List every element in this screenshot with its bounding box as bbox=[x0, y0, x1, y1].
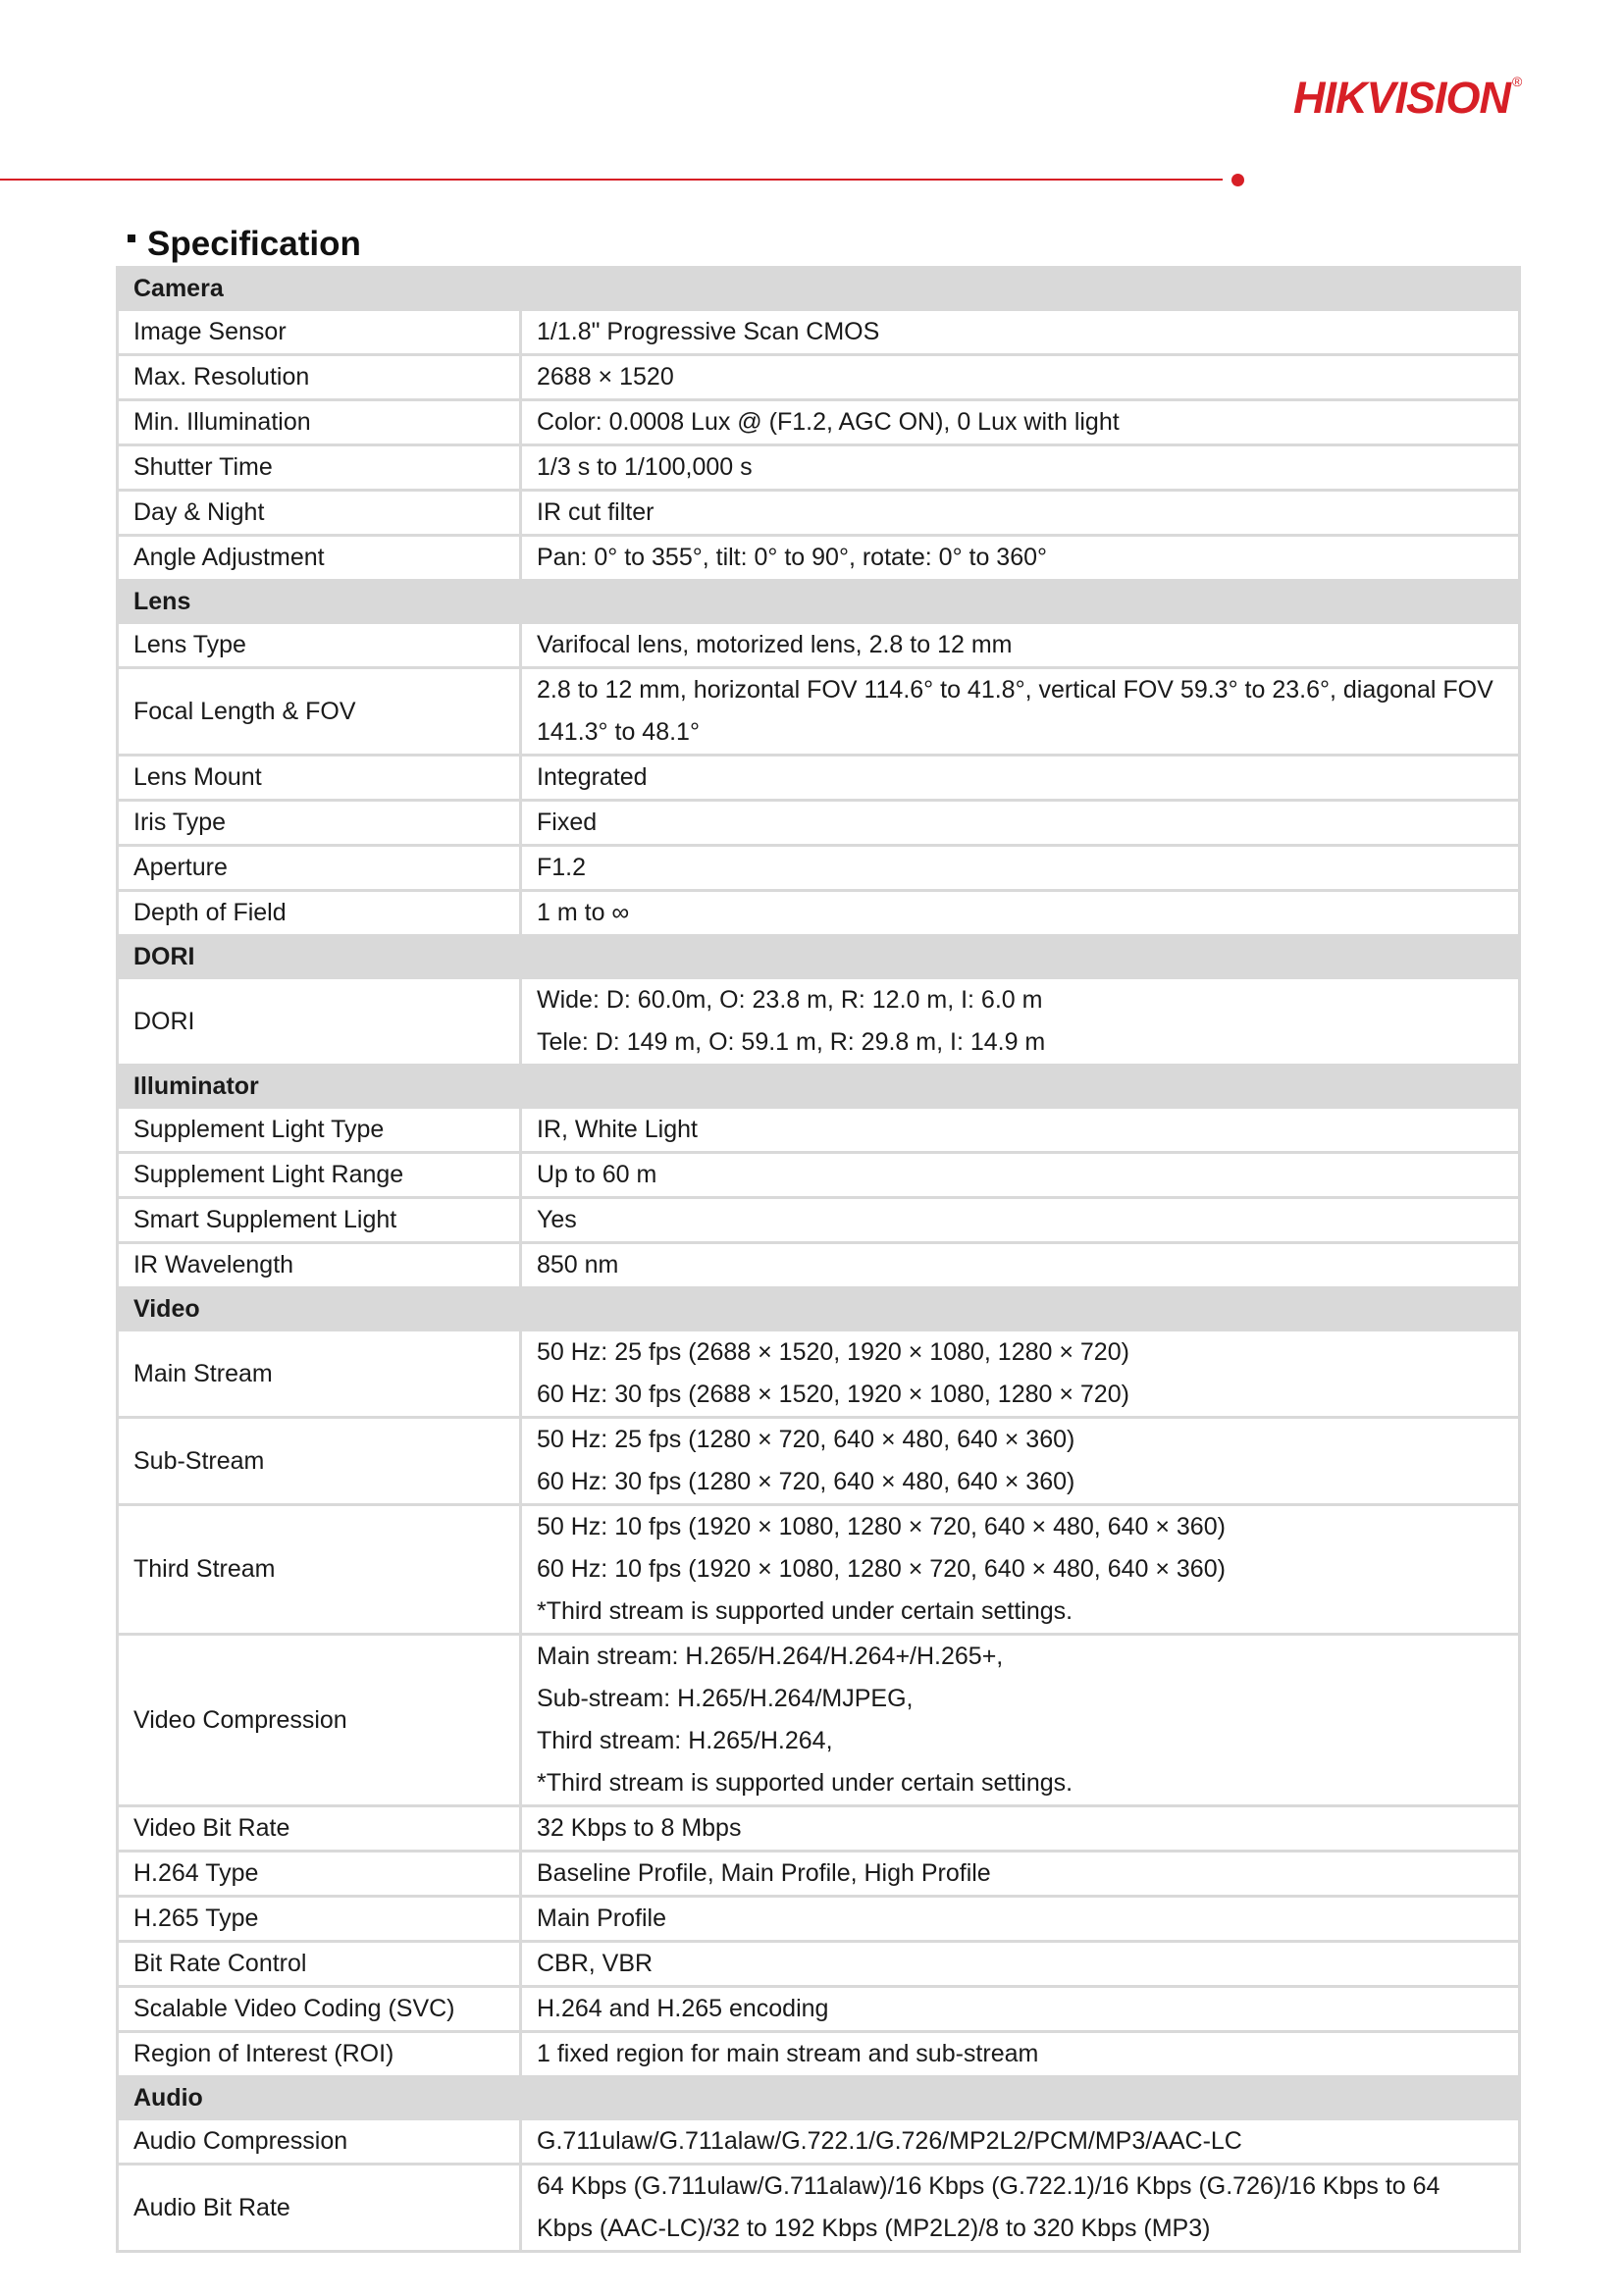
spec-label: Video Bit Rate bbox=[118, 1806, 521, 1852]
spec-label: H.264 Type bbox=[118, 1852, 521, 1897]
section-header: Lens bbox=[118, 581, 521, 623]
table-row bbox=[118, 536, 1520, 581]
spec-label: Sub-Stream bbox=[118, 1418, 521, 1505]
spec-value-line: H.264 and H.265 encoding bbox=[537, 1995, 829, 2022]
spec-label: H.265 Type bbox=[118, 1897, 521, 1942]
spec-value bbox=[521, 1108, 1520, 1153]
spec-value-line: 32 Kbps to 8 Mbps bbox=[537, 1814, 742, 1842]
spec-label: Angle Adjustment bbox=[118, 536, 521, 581]
spec-value bbox=[521, 801, 1520, 846]
table-row bbox=[118, 1987, 1520, 2032]
table-row bbox=[118, 1331, 1520, 1418]
spec-value-line: 64 Kbps (G.711ulaw/G.711alaw)/16 Kbps (G.722.1)/16 Kbps (G.726)/16 Kbps to 64 bbox=[537, 2172, 1440, 2200]
spec-label: Supplement Light Type bbox=[118, 1108, 521, 1153]
spec-value-line: Integrated bbox=[537, 763, 648, 791]
spec-value-line: Varifocal lens, motorized lens, 2.8 to 12 mm bbox=[537, 631, 1013, 658]
section-header-row bbox=[118, 1066, 1520, 1108]
spec-table bbox=[116, 266, 1521, 2253]
section-header-row bbox=[118, 1288, 1520, 1331]
page-title bbox=[128, 222, 361, 267]
table-row bbox=[118, 1153, 1520, 1198]
section-header: Camera bbox=[118, 268, 521, 310]
spec-label: Video Compression bbox=[118, 1635, 521, 1806]
spec-label: Third Stream bbox=[118, 1505, 521, 1635]
spec-label: Max. Resolution bbox=[118, 355, 521, 400]
section-header-row bbox=[118, 936, 1520, 978]
spec-value bbox=[521, 400, 1520, 445]
section-header: Audio bbox=[118, 2077, 521, 2119]
header-rule-dot bbox=[1231, 174, 1244, 186]
spec-value bbox=[521, 445, 1520, 491]
spec-label: Iris Type bbox=[118, 801, 521, 846]
section-header-blank bbox=[521, 936, 1520, 978]
spec-value-line: 50 Hz: 10 fps (1920 × 1080, 1280 × 720, 640 × 480, 640 × 360) bbox=[537, 1513, 1226, 1540]
spec-value bbox=[521, 846, 1520, 891]
section-header-blank bbox=[521, 581, 1520, 623]
spec-label: Day & Night bbox=[118, 491, 521, 536]
spec-label: Lens Type bbox=[118, 623, 521, 668]
spec-value bbox=[521, 1198, 1520, 1243]
spec-value-line: 60 Hz: 10 fps (1920 × 1080, 1280 × 720, 640 × 480, 640 × 360) bbox=[537, 1555, 1226, 1583]
page-title-text: Specification bbox=[147, 225, 361, 263]
spec-value-line: *Third stream is supported under certain settings. bbox=[537, 1769, 1073, 1797]
spec-value-line: Up to 60 m bbox=[537, 1161, 657, 1188]
table-row bbox=[118, 978, 1520, 1066]
spec-label: Aperture bbox=[118, 846, 521, 891]
spec-value bbox=[521, 1331, 1520, 1418]
spec-value-line: IR cut filter bbox=[537, 498, 654, 526]
spec-label: DORI bbox=[118, 978, 521, 1066]
spec-label: Audio Compression bbox=[118, 2119, 521, 2165]
spec-label: Supplement Light Range bbox=[118, 1153, 521, 1198]
spec-value-line: Fixed bbox=[537, 809, 598, 836]
table-row bbox=[118, 1852, 1520, 1897]
spec-value bbox=[521, 1243, 1520, 1288]
spec-value bbox=[521, 1505, 1520, 1635]
spec-value-line: 141.3° to 48.1° bbox=[537, 718, 700, 746]
spec-value-line: Sub-stream: H.265/H.264/MJPEG, bbox=[537, 1685, 914, 1712]
spec-label: IR Wavelength bbox=[118, 1243, 521, 1288]
table-row bbox=[118, 1418, 1520, 1505]
spec-label: Image Sensor bbox=[118, 310, 521, 355]
spec-value bbox=[521, 756, 1520, 801]
spec-value bbox=[521, 1418, 1520, 1505]
spec-value bbox=[521, 623, 1520, 668]
spec-value-line: 50 Hz: 25 fps (2688 × 1520, 1920 × 1080, 1280 × 720) bbox=[537, 1338, 1129, 1366]
spec-value-line: Wide: D: 60.0m, O: 23.8 m, R: 12.0 m, I: 6.0 m bbox=[537, 986, 1043, 1014]
spec-value bbox=[521, 978, 1520, 1066]
table-row bbox=[118, 2119, 1520, 2165]
spec-label: Region of Interest (ROI) bbox=[118, 2032, 521, 2077]
spec-value-line: Pan: 0° to 355°, tilt: 0° to 90°, rotate: 0° to 360° bbox=[537, 544, 1048, 571]
spec-value-line: Baseline Profile, Main Profile, High Profile bbox=[537, 1859, 991, 1887]
brand-name: HIKVISION bbox=[1293, 73, 1511, 123]
spec-value bbox=[521, 1806, 1520, 1852]
spec-value-line: 1 fixed region for main stream and sub-stream bbox=[537, 2040, 1039, 2067]
spec-value-line: Main Profile bbox=[537, 1905, 666, 1932]
section-header-blank bbox=[521, 2077, 1520, 2119]
spec-value bbox=[521, 310, 1520, 355]
table-row bbox=[118, 1505, 1520, 1635]
spec-label: Shutter Time bbox=[118, 445, 521, 491]
spec-value-line: 60 Hz: 30 fps (1280 × 720, 640 × 480, 640 × 360) bbox=[537, 1468, 1075, 1495]
spec-value-line: 2.8 to 12 mm, horizontal FOV 114.6° to 41.8°, vertical FOV 59.3° to 23.6°, diagonal FOV bbox=[537, 676, 1493, 704]
spec-value-line: G.711ulaw/G.711alaw/G.722.1/G.726/MP2L2/PCM/MP3/AAC-LC bbox=[537, 2127, 1242, 2155]
spec-value-line: IR, White Light bbox=[537, 1116, 698, 1143]
section-header-row bbox=[118, 581, 1520, 623]
table-row bbox=[118, 891, 1520, 936]
section-header-blank bbox=[521, 1288, 1520, 1331]
table-row bbox=[118, 1806, 1520, 1852]
table-row bbox=[118, 2032, 1520, 2077]
spec-value-line: 1/1.8" Progressive Scan CMOS bbox=[537, 318, 880, 345]
section-header: Video bbox=[118, 1288, 521, 1331]
spec-value-line: 60 Hz: 30 fps (2688 × 1520, 1920 × 1080, 1280 × 720) bbox=[537, 1381, 1129, 1408]
spec-label: Focal Length & FOV bbox=[118, 668, 521, 756]
spec-value-line: Kbps (AAC-LC)/32 to 192 Kbps (MP2L2)/8 to 320 Kbps (MP3) bbox=[537, 2215, 1211, 2242]
table-row bbox=[118, 756, 1520, 801]
spec-value bbox=[521, 668, 1520, 756]
table-row bbox=[118, 1198, 1520, 1243]
header-rule bbox=[0, 179, 1223, 181]
table-row bbox=[118, 1897, 1520, 1942]
spec-label: Lens Mount bbox=[118, 756, 521, 801]
spec-value-line: Main stream: H.265/H.264/H.264+/H.265+, bbox=[537, 1643, 1004, 1670]
table-row bbox=[118, 491, 1520, 536]
spec-value-line: 1 m to ∞ bbox=[537, 899, 630, 926]
spec-value-line: Color: 0.0008 Lux @ (F1.2, AGC ON), 0 Lux with light bbox=[537, 408, 1120, 436]
section-header-row bbox=[118, 268, 1520, 310]
table-row bbox=[118, 445, 1520, 491]
spec-value bbox=[521, 2032, 1520, 2077]
spec-value-line: 50 Hz: 25 fps (1280 × 720, 640 × 480, 640 × 360) bbox=[537, 1426, 1075, 1453]
spec-value bbox=[521, 1897, 1520, 1942]
spec-value-line: F1.2 bbox=[537, 854, 587, 881]
square-bullet-icon bbox=[128, 235, 135, 242]
spec-value-line: CBR, VBR bbox=[537, 1950, 654, 1977]
table-row bbox=[118, 355, 1520, 400]
spec-value-line: Third stream: H.265/H.264, bbox=[537, 1727, 833, 1754]
table-row bbox=[118, 801, 1520, 846]
spec-value bbox=[521, 2119, 1520, 2165]
table-row bbox=[118, 2165, 1520, 2252]
table-row bbox=[118, 310, 1520, 355]
spec-value bbox=[521, 2165, 1520, 2252]
spec-value-line: 2688 × 1520 bbox=[537, 363, 674, 391]
spec-label: Bit Rate Control bbox=[118, 1942, 521, 1987]
spec-value bbox=[521, 891, 1520, 936]
spec-value-line: *Third stream is supported under certain settings. bbox=[537, 1597, 1073, 1625]
spec-label: Depth of Field bbox=[118, 891, 521, 936]
spec-value bbox=[521, 1635, 1520, 1806]
table-row bbox=[118, 1243, 1520, 1288]
table-row bbox=[118, 1942, 1520, 1987]
registered-mark: ® bbox=[1512, 74, 1522, 89]
spec-label: Min. Illumination bbox=[118, 400, 521, 445]
spec-label: Audio Bit Rate bbox=[118, 2165, 521, 2252]
table-row bbox=[118, 623, 1520, 668]
spec-value bbox=[521, 1852, 1520, 1897]
section-header-blank bbox=[521, 268, 1520, 310]
spec-label: Scalable Video Coding (SVC) bbox=[118, 1987, 521, 2032]
spec-value bbox=[521, 1942, 1520, 1987]
spec-value bbox=[521, 536, 1520, 581]
table-row bbox=[118, 846, 1520, 891]
table-row bbox=[118, 400, 1520, 445]
spec-value-line: Yes bbox=[537, 1206, 577, 1233]
spec-value-line: Tele: D: 149 m, O: 59.1 m, R: 29.8 m, I: 14.9 m bbox=[537, 1028, 1046, 1056]
spec-value bbox=[521, 1153, 1520, 1198]
table-row bbox=[118, 1635, 1520, 1806]
spec-value-line: 1/3 s to 1/100,000 s bbox=[537, 453, 753, 481]
spec-value bbox=[521, 355, 1520, 400]
spec-value bbox=[521, 1987, 1520, 2032]
section-header-blank bbox=[521, 1066, 1520, 1108]
table-row bbox=[118, 1108, 1520, 1153]
section-header: Illuminator bbox=[118, 1066, 521, 1108]
spec-value bbox=[521, 491, 1520, 536]
section-header: DORI bbox=[118, 936, 521, 978]
spec-label: Smart Supplement Light bbox=[118, 1198, 521, 1243]
table-row bbox=[118, 668, 1520, 756]
spec-value-line: 850 nm bbox=[537, 1251, 619, 1278]
section-header-row bbox=[118, 2077, 1520, 2119]
spec-label: Main Stream bbox=[118, 1331, 521, 1418]
hikvision-logo bbox=[1293, 71, 1521, 126]
